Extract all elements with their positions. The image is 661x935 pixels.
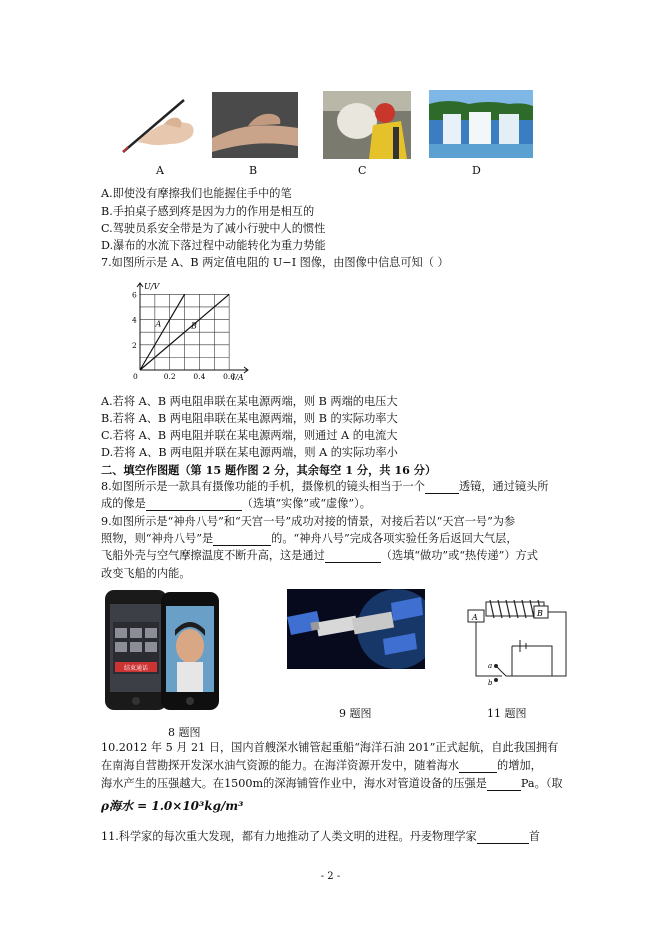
x-tick-label: 0.2	[163, 372, 176, 380]
figure-label-d: D	[472, 164, 481, 177]
q10-text-2b: 的增加，	[497, 759, 542, 772]
figure-9-caption: 9 题图	[339, 707, 372, 720]
q7-option-b: B.若将 A、B 两电阻串联在某电源两端，则 B 的实际功率大	[101, 412, 398, 425]
x-tick-label: 0.6	[223, 372, 236, 380]
figure-8-caption: 8 题图	[168, 726, 201, 739]
q9-line-4: 改变飞船的内能。	[101, 567, 191, 580]
q9-text-2b: 的。“神舟八号”完成各项实验任务后返回大气层，	[271, 532, 518, 545]
section-2-heading: 二、填空作图题（第 15 题作图 2 分，其余每空 1 分，共 16 分）	[101, 463, 437, 477]
label-a: A	[472, 613, 478, 622]
q7-ui-graph	[120, 280, 252, 380]
q10-text-2a: 在南海自营勘探开发深水油气资源的能力。在海洋资源开发中，随着海水	[101, 759, 460, 772]
q8-line-2	[101, 497, 371, 511]
q11-blank-1[interactable]	[477, 832, 529, 844]
x-tick-label: 0.4	[193, 372, 206, 380]
q7-option-a: A.若将 A、B 两电阻串联在某电源两端，则 B 两端的电压大	[101, 395, 398, 408]
figure-c-airbag-driver	[323, 91, 411, 159]
q7-stem: 7.如图所示是 A、B 两定值电阻的 U−I 图像，由图像中信息可知（ ）	[101, 256, 449, 269]
figure-8-smartphones	[103, 588, 221, 712]
q9-text-3a: 飞船外壳与空气摩擦温度不断升高，这是通过	[101, 549, 325, 562]
y-axis-label: U/V	[144, 282, 160, 291]
q11-text-1b: 首	[528, 830, 540, 843]
q9-text-2a: 照物，则“神舟八号”是	[101, 532, 214, 545]
q8-text-2a: 成的像是	[101, 497, 146, 510]
q7-option-c: C.若将 A、B 两电阻并联在某电源两端，则通过 A 的电流大	[101, 429, 398, 442]
x-tick-label: 0	[133, 372, 138, 380]
q9-line-1: 9.如图所示是“神舟八号”和“天宫一号”成功对接的情景，对接后若以“天宫一号”为参	[101, 515, 516, 528]
q8-blank-2[interactable]	[146, 499, 242, 511]
figure-9-spacecraft-docking	[287, 589, 425, 669]
q10-text-3b: Pa。（取	[520, 777, 563, 790]
label-b: B	[537, 609, 543, 618]
q8-text-1b: 透镜，通过镜头所	[458, 480, 549, 493]
figure-label-c: C	[358, 164, 367, 177]
ui-graph-svg	[120, 280, 252, 380]
figure-label-a: A	[156, 164, 164, 177]
figure-a-hand-pen	[118, 94, 202, 156]
figure-label-b: B	[249, 164, 258, 177]
q8-blank-1[interactable]	[425, 482, 459, 494]
q6-option-a: A.即使没有摩擦我们也能握住手中的笔	[101, 187, 292, 200]
q9-line-2	[101, 532, 518, 546]
y-tick-label: 2	[132, 340, 137, 350]
label-a-contact: a	[488, 662, 493, 670]
q6-option-c: C.驾驶员系安全带是为了减小行驶中人的惯性	[101, 222, 326, 235]
q9-text-3b: （选填“做功”或“热传递”）方式	[380, 549, 538, 562]
series-label-b: B	[191, 321, 197, 331]
q9-line-3	[101, 549, 538, 563]
q10-text-3a: 海水产生的压强越大。在1500m的深海铺管作业中，海水对管道设备的压强是	[101, 777, 487, 790]
label-b-contact: b	[488, 679, 493, 686]
q10-line-3	[101, 777, 563, 791]
q6-option-d: D.瀑布的水流下落过程中动能转化为重力势能	[101, 239, 326, 252]
q10-blank-1[interactable]	[459, 761, 497, 773]
q9-blank-2[interactable]	[325, 551, 381, 563]
x-axis-label: I/A	[232, 373, 244, 380]
q11-text-1a: 11.科学家的每次重大发现，都有力地推动了人类文明的进程。丹麦物理学家	[101, 830, 477, 843]
q10-line-1: 10.2012 年 5 月 21 日，国内首艘深水铺管起重船“海洋石油 201”正式起航，自此我国拥有	[101, 741, 559, 754]
page-number: - 2 -	[320, 871, 341, 882]
figure-11-caption: 11 题图	[487, 707, 527, 720]
q11-line-1	[101, 830, 540, 844]
q8-text-1a: 8.如图所示是一款具有摄像功能的手机，摄像机的镜头相当于一个	[101, 480, 425, 493]
q10-line-2	[101, 759, 542, 773]
q10-density-formula: ρ海水 = 1.0×10³kg/m³	[101, 799, 244, 813]
q6-option-b: B.手拍桌子感到疼是因为力的作用是相互的	[101, 205, 315, 218]
figure-d-waterfall	[429, 90, 533, 158]
series-label-a: A	[155, 319, 162, 329]
q9-blank-1[interactable]	[213, 534, 271, 546]
y-tick-label: 6	[132, 290, 137, 300]
q8-line-1	[101, 480, 548, 494]
q7-option-d: D.若将 A、B 两电阻并联在某电源两端，则 A 的实际功率小	[101, 446, 398, 459]
phone-end-call-label: 结束通话	[123, 665, 149, 672]
figure-b-hand-on-table	[212, 92, 298, 158]
q10-blank-2[interactable]	[487, 779, 521, 791]
figure-11-electromagnet-circuit	[462, 596, 570, 686]
q8-text-2b: （选填“实像”或“虚像”）。	[241, 497, 371, 510]
y-tick-label: 4	[132, 315, 137, 325]
